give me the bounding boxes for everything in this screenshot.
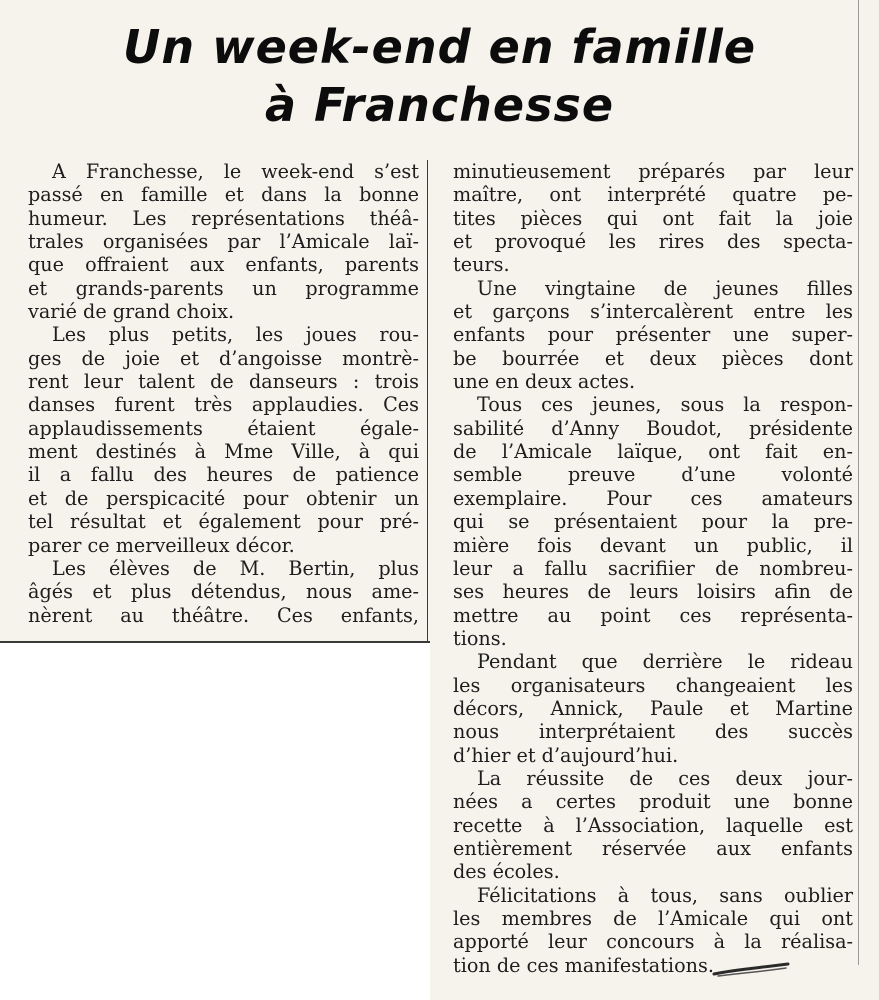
left-column-line: Les élèves de M. Bertin, plus	[52, 556, 419, 580]
right-column-line: tites pièces qui ont fait la joie	[453, 206, 853, 230]
left-column-line: parer ce merveilleux décor.	[28, 533, 295, 557]
left-column-line: nèrent au théâtre. Ces enfants,	[28, 603, 419, 627]
right-column-line: les organisateurs changeaient les	[453, 673, 853, 697]
right-column-line: et provoqué les rires des specta-	[453, 230, 853, 254]
right-column-line: Une vingtaine de jeunes filles	[477, 276, 853, 300]
cut-edge-rule	[0, 641, 430, 643]
headline-line-2: à Franchesse	[264, 78, 615, 132]
headline-line-1: Un week-end en famille	[122, 20, 757, 74]
right-column-line: enfants pour présenter une super-	[453, 323, 853, 347]
right-column-line: minutieusement préparés par leur	[453, 160, 853, 183]
left-column-line: et grands-parents un programme	[28, 276, 419, 300]
right-column-line: d’hier et d’aujourd’hui.	[453, 743, 679, 767]
right-column-line: maître, ont interprété quatre pe-	[453, 183, 853, 207]
right-column-line: leur a fallu sacrifiier de nombreu-	[453, 556, 853, 580]
left-column-line: humeur. Les représentations théâ-	[28, 206, 419, 230]
left-column-line: rent leur talent de danseurs : trois	[28, 370, 419, 394]
left-column-line: Les plus petits, les joues rou-	[52, 323, 419, 347]
right-column-line: be bourrée et deux pièces dont	[453, 346, 853, 370]
article-headline	[0, 18, 879, 134]
right-column-line: les membres de l’Amicale qui ont	[453, 907, 853, 930]
right-column-line: qui se présentaient pour la pre-	[453, 510, 853, 534]
right-column-line: teurs.	[453, 253, 510, 277]
right-column-line: Tous ces jeunes, sous la respon-	[477, 393, 853, 417]
left-column-line: danses furent très applaudies. Ces	[28, 393, 419, 417]
left-column-line: il a fallu des heures de patience	[28, 463, 419, 487]
left-column-text	[28, 160, 419, 627]
right-column-line: mettre au point ces représenta-	[453, 603, 853, 627]
left-column-line: ges de joie et d’angoisse montrè-	[28, 346, 419, 370]
right-column-line: et garçons s’intercalèrent entre les	[453, 300, 853, 324]
column-divider	[427, 160, 428, 641]
right-column-line: nous interprétaient des succès	[453, 720, 853, 744]
right-column-line: recette à l’Association, laquelle est	[453, 813, 853, 837]
left-column-line: que offraient aux enfants, parents	[28, 253, 419, 277]
left-column-line: varié de grand choix.	[28, 300, 235, 324]
right-column-line: mière fois devant un public, il	[453, 533, 853, 557]
right-column-line: des écoles.	[453, 860, 560, 884]
right-edge-rule	[858, 0, 859, 965]
left-column-line: applaudissements étaient égale-	[28, 416, 419, 440]
right-column-line: La réussite de ces deux jour-	[477, 766, 853, 790]
right-column-line: apporté leur concours à la réalisa-	[453, 930, 853, 954]
left-column-line: ment destinés à Mme Ville, à qui	[28, 440, 419, 464]
right-column-line: une en deux actes.	[453, 370, 636, 394]
right-column-line: de l’Amicale laïque, ont fait en-	[453, 440, 853, 464]
left-column-line: trales organisées par l’Amicale laï-	[28, 230, 419, 254]
right-column-line: ses heures de leurs loisirs afin de	[453, 580, 853, 604]
left-column-line: et de perspicacité pour obtenir un	[28, 486, 419, 510]
right-column-line: tions.	[453, 626, 507, 650]
right-column-line: entièrement réservée aux enfants	[453, 836, 853, 860]
right-column-line: décors, Annick, Paule et Martine	[453, 696, 853, 720]
pen-scribble-mark	[712, 958, 792, 980]
left-column-line: tel résultat et également pour pré-	[28, 510, 419, 534]
right-column-text	[453, 160, 853, 977]
right-column-line: sabilité d’Anny Boudot, présidente	[453, 416, 853, 440]
left-column-line: âgés et plus détendus, nous ame-	[28, 580, 419, 604]
left-column-line: A Franchesse, le week-end s’est	[52, 160, 419, 183]
right-column-line: Pendant que derrière le rideau	[477, 650, 853, 674]
right-column-line: Félicitations à tous, sans oublier	[477, 883, 853, 907]
right-column-line: semble preuve d’une volonté	[453, 463, 853, 487]
right-column-line: exemplaire. Pour ces amateurs	[453, 486, 853, 510]
left-column-line: passé en famille et dans la bonne	[28, 183, 419, 207]
right-column-line: tion de ces manifestations.	[453, 953, 714, 977]
right-column-line: nées a certes produit une bonne	[453, 790, 853, 814]
